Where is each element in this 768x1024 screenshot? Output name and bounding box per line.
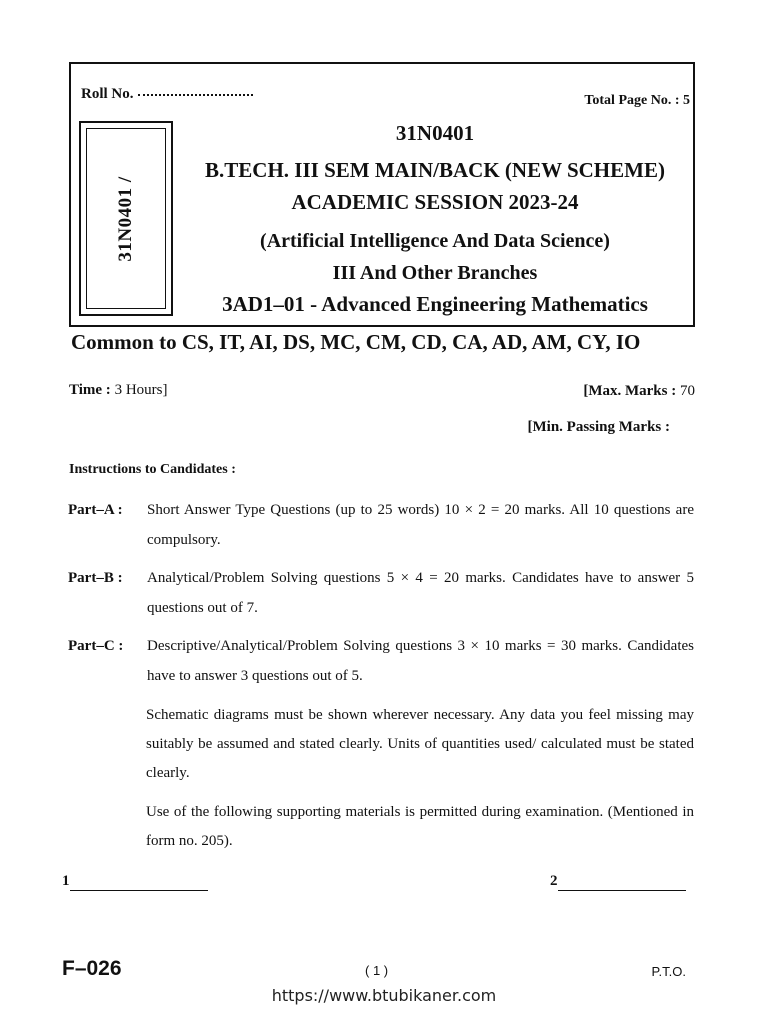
- source-url: https://www.btubikaner.com: [271, 986, 497, 1005]
- program-title: B.TECH. III SEM MAIN/BACK (NEW SCHEME): [205, 158, 665, 182]
- time-label: Time :: [69, 382, 111, 398]
- stamp-code: 31N0401 /: [115, 175, 136, 262]
- paper-code-stamp: [79, 121, 173, 316]
- material-blank-2-number: 2: [550, 873, 558, 889]
- please-turn-over: P.T.O.: [651, 964, 686, 979]
- material-blank-1: [62, 873, 208, 891]
- material-blank-1-number: 1: [62, 873, 70, 889]
- min-passing-marks: [Min. Passing Marks :: [527, 419, 670, 435]
- instructions-title: Instructions to Candidates :: [69, 462, 236, 477]
- other-branches: III And Other Branches: [332, 262, 538, 284]
- max-marks-value: 70: [676, 383, 695, 399]
- material-blank-1-line: [70, 873, 208, 891]
- academic-session: ACADEMIC SESSION 2023-24: [291, 190, 579, 214]
- max-marks: [583, 383, 695, 400]
- max-marks-label: [Max. Marks :: [583, 383, 677, 399]
- roll-number-label: Roll No.: [81, 86, 134, 102]
- part-b-label: Part–B :: [68, 570, 123, 586]
- common-to-branches: Common to CS, IT, AI, DS, MC, CM, CD, CA, AD, AM, CY, IO: [71, 330, 641, 354]
- time-value: 3 Hours]: [110, 382, 168, 398]
- roll-number-field: [81, 86, 253, 103]
- part-c-instruction: [68, 631, 694, 691]
- part-a-text: Short Answer Type Questions (up to 25 words) 10 × 2 = 20 marks. All 10 questions are compulsory.: [147, 502, 694, 548]
- part-c-text: Descriptive/Analytical/Problem Solving questions 3 × 10 marks = 30 marks. Candidates have to answer 3 questions out of 5.: [147, 638, 694, 684]
- exam-time: [69, 382, 167, 399]
- part-c-label: Part–C :: [68, 638, 124, 654]
- subject-title: 3AD1–01 - Advanced Engineering Mathematics: [222, 292, 648, 316]
- footer-code: F–026: [62, 957, 122, 980]
- material-blank-2-line: [558, 873, 686, 891]
- materials-instructions: Use of the following supporting materials is permitted during examination. (Mentioned in form no. 205).: [146, 804, 694, 849]
- total-pages: Total Page No. : 5: [584, 93, 690, 108]
- roll-number-blank: [138, 94, 253, 96]
- part-a-label: Part–A :: [68, 502, 123, 518]
- diagram-instructions: Schematic diagrams must be shown wherever necessary. Any data you feel missing may suitably be assumed and stated clearly. Units of quantities used/ calculated must be stated clearly.: [146, 707, 694, 781]
- page-number: ( 1 ): [365, 963, 389, 978]
- branch-name: (Artificial Intelligence And Data Science): [260, 230, 610, 252]
- part-b-text: Analytical/Problem Solving questions 5 × 4 = 20 marks. Candidates have to answer 5 questions out of 7.: [147, 570, 694, 616]
- part-a-instruction: [68, 495, 694, 555]
- paper-code: 31N0401: [395, 121, 475, 145]
- material-blank-2: [550, 873, 686, 891]
- part-b-instruction: [68, 563, 694, 623]
